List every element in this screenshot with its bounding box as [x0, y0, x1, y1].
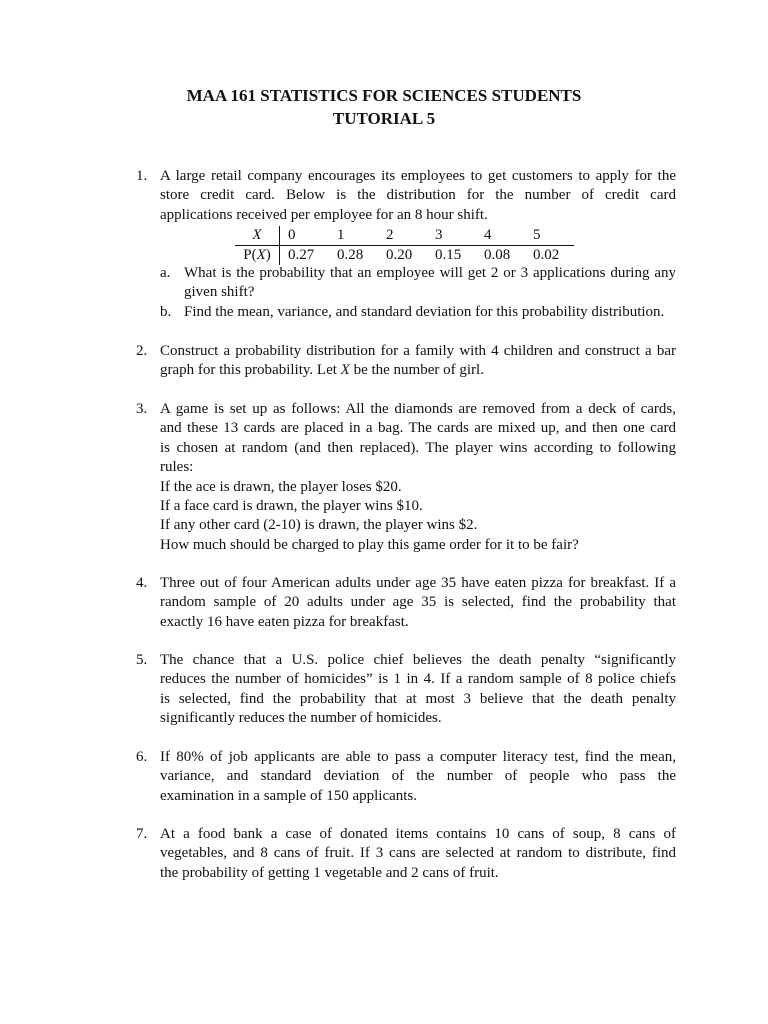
question-line: What is the probability that an employee will get 2 or 3 applications during any: [184, 265, 676, 281]
question-number: 7.: [136, 826, 148, 842]
table-row: [235, 246, 574, 266]
question-1-parts: [160, 264, 676, 322]
question-line: random sample of 20 adults under age 35 is selected, find the probability that: [160, 594, 676, 611]
question-line: graph for this probability. Let X be the number of girl.: [160, 362, 484, 379]
question-line: and these 13 cards are placed in a bag. The cards are mixed up, and then one card: [160, 420, 676, 437]
question-line: Construct a probability distribution for a family with 4 children and construct a bar: [160, 343, 676, 359]
subquestion-label: a.: [160, 265, 171, 281]
question-line: applications received per employee for an 8 hour shift.: [160, 206, 488, 223]
question-number: 6.: [136, 749, 148, 765]
question-line: At a food bank a case of donated items contains 10 cans of soup, 8 cans of: [160, 826, 676, 842]
question-line: variance, and standard deviation of the number of people who pass the: [160, 768, 676, 785]
question-number: 1.: [136, 168, 148, 184]
question-line: If the ace is drawn, the player loses $20.: [160, 478, 402, 495]
question-1: [136, 167, 676, 225]
subquestion-b: [160, 303, 676, 322]
question-line: given shift?: [184, 284, 255, 301]
question-line: significantly reduces the number of homicides.: [160, 710, 442, 727]
question-line: store credit card. Below is the distribution for the number of credit card: [160, 187, 676, 204]
question-line: Three out of four American adults under age 35 have eaten pizza for breakfast. If a: [160, 575, 676, 591]
x-value: 1: [337, 227, 345, 243]
p-value: 0.15: [427, 246, 476, 266]
question-line: exactly 16 have eaten pizza for breakfast.: [160, 613, 409, 630]
table-row: [235, 226, 574, 246]
document-subtitle: TUTORIAL 5: [332, 109, 436, 128]
p-value: 0.28: [329, 246, 378, 266]
subquestion-label: b.: [160, 303, 172, 320]
question-2: [136, 342, 676, 381]
x-label: X: [235, 226, 280, 246]
question-line: vegetables, and 8 cans of fruit. If 3 cans are selected at random to distribute, find: [160, 845, 676, 862]
question-7: [136, 825, 676, 883]
question-line: rules:: [160, 459, 194, 476]
question-line: If a face card is drawn, the player wins $10.: [160, 498, 423, 515]
question-6: [136, 748, 676, 806]
subquestion-a: [160, 264, 676, 303]
x-value: 0: [288, 227, 296, 243]
question-3: [136, 400, 676, 555]
p-value: 0.27: [280, 246, 330, 266]
x-value: 3: [435, 227, 443, 243]
question-line: A large retail company encourages its employees to get customers to apply for the: [160, 168, 676, 184]
question-line: If any other card (2-10) is drawn, the player wins $2.: [160, 517, 478, 534]
question-line: reduces the number of homicides” is 1 in 4. If a random sample of 8 police chiefs: [160, 671, 676, 688]
p-label: P(X): [235, 246, 280, 266]
p-value: 0.08: [476, 246, 525, 266]
question-number: 3.: [136, 401, 148, 417]
question-4: [136, 574, 676, 632]
question-line: How much should be charged to play this game order for it to be fair?: [160, 536, 579, 553]
document-title: MAA 161 STATISTICS FOR SCIENCES STUDENTS: [186, 86, 582, 105]
question-number: 4.: [136, 575, 148, 591]
question-line: A game is set up as follows: All the diamonds are removed from a deck of cards,: [160, 401, 676, 417]
x-value: 4: [484, 227, 492, 243]
question-number: 2.: [136, 343, 148, 359]
p-value: 0.02: [525, 246, 574, 266]
x-value: 2: [386, 227, 394, 243]
question-number: 5.: [136, 652, 148, 668]
question-line: If 80% of job applicants are able to pass a computer literacy test, find the mean,: [160, 749, 676, 765]
question-line: is selected, find the probability that at most 3 believe that the death penalty: [160, 690, 676, 707]
question-5: [136, 651, 676, 729]
x-value: 5: [533, 227, 541, 243]
question-line: is chosen at random (and then replaced). The player wins according to following: [160, 439, 676, 456]
question-line: examination in a sample of 150 applicants.: [160, 787, 418, 804]
question-line: the probability of getting 1 vegetable and 2 cans of fruit.: [160, 864, 499, 881]
probability-distribution-table: [235, 226, 574, 265]
p-value: 0.20: [378, 246, 427, 266]
question-line: The chance that a U.S. police chief believes the death penalty “significantly: [160, 652, 676, 668]
question-line: Find the mean, variance, and standard deviation for this probability distribution.: [184, 303, 665, 320]
